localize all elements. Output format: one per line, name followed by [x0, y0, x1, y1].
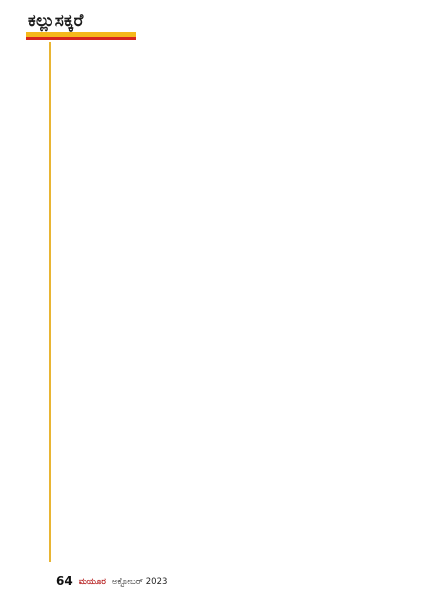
issue-date: ಅಕ್ಟೋಬರ್ 2023 — [111, 577, 168, 587]
magazine-name: ಮಯೂರ — [78, 577, 106, 587]
heading-underline-red — [26, 37, 136, 40]
column-title: ಕಲ್ಲುಸಕ್ಕರೆ — [28, 11, 84, 31]
article-column-right — [232, 42, 408, 572]
page-footer — [56, 572, 167, 588]
column-heading — [26, 10, 186, 40]
margin-rule — [49, 42, 51, 562]
article-column-left — [56, 42, 222, 572]
page-number: 64 — [56, 574, 73, 588]
